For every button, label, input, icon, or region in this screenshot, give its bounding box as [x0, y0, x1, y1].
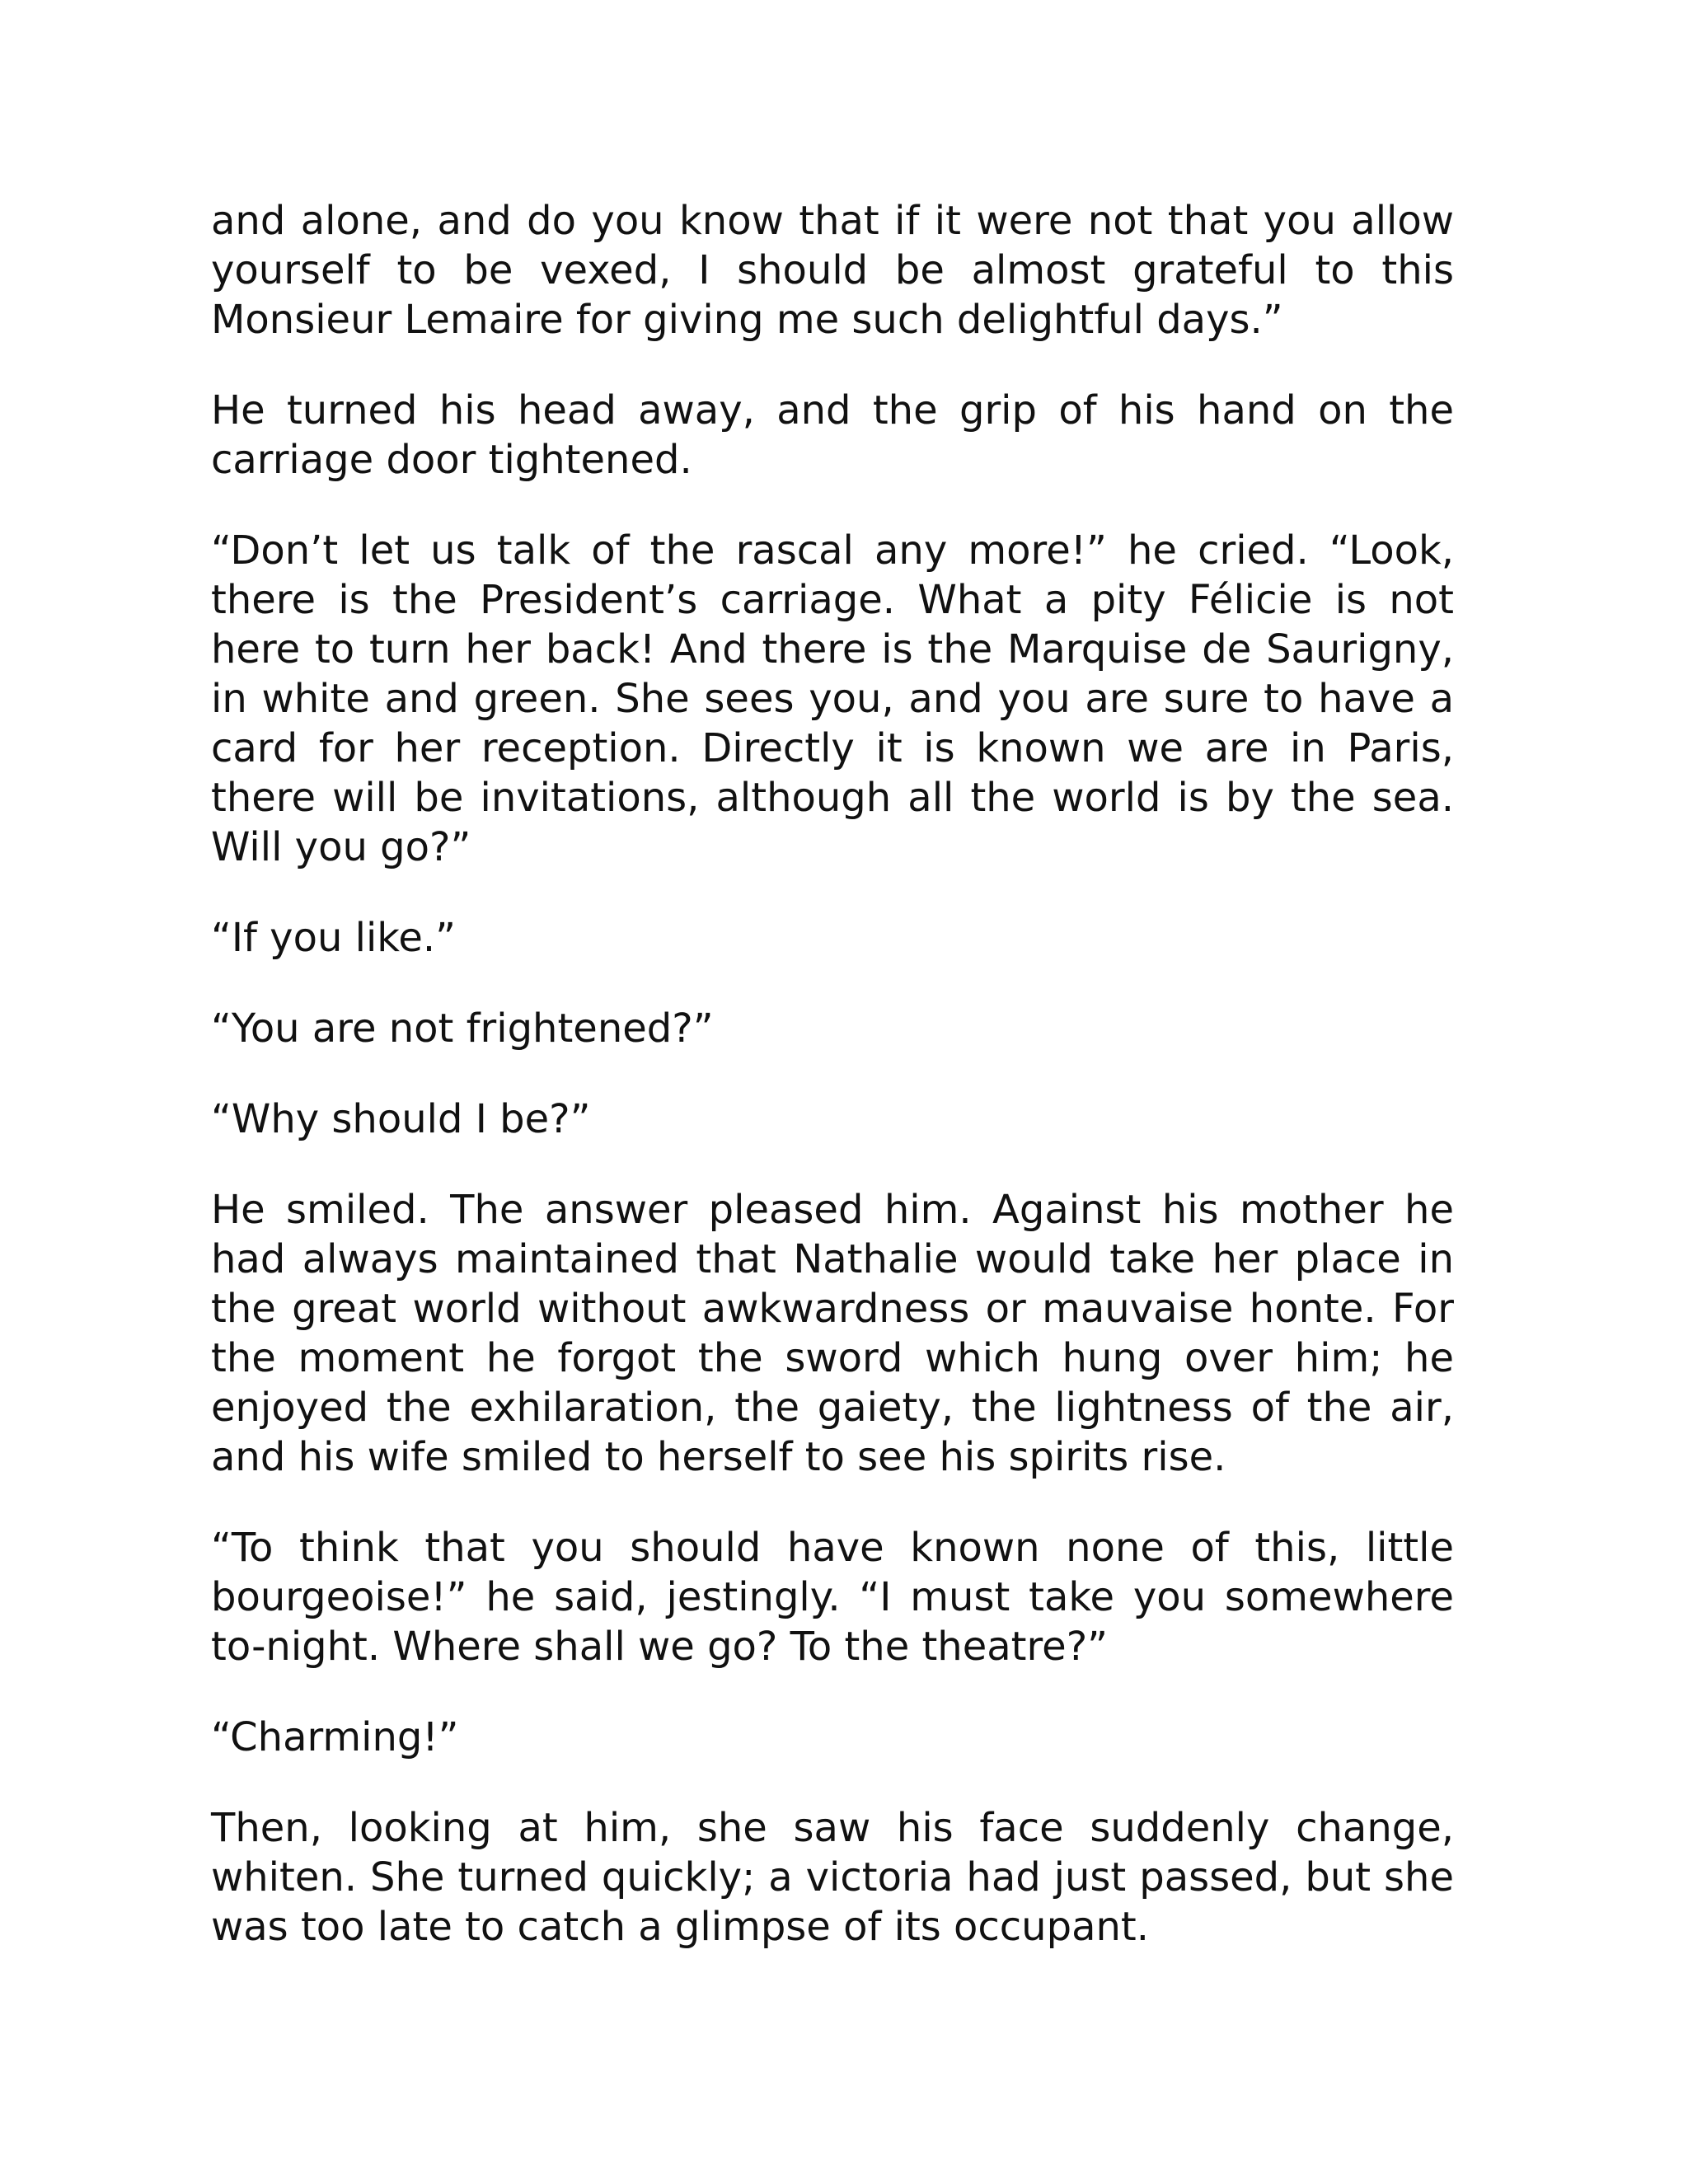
- paragraph-9: “Charming!”: [211, 1714, 459, 1760]
- paragraph-6: “Why should I be?”: [211, 1096, 591, 1142]
- paragraph-5: “You are not frightened?”: [211, 1005, 714, 1052]
- paragraph-4: “If you like.”: [211, 915, 457, 961]
- paragraph-2: He turned his head away, and the grip of his hand on the carriage door tightened.: [211, 387, 1454, 483]
- paragraph-10: Then, looking at him, she saw his face suddenly change, whiten. She turned quickly; a victoria had just passed, but she was too late to catch a glimpse of its occupant.: [211, 1805, 1454, 1950]
- paragraph-3: “Don’t let us talk of the rascal any more!” he cried. “Look, there is the President’s carriage. What a pity Félicie is not here to turn her back! And there is the Marquise de Saurigny, in white and green. She sees you, and you are sure to have a card for her reception. Directly it is known we are in Paris, there will be invitations, although all the world is by the sea. Will you go?”: [211, 527, 1454, 870]
- paragraph-1: and alone, and do you know that if it were not that you allow yourself to be vexed, I should be almost grateful to this Monsieur Lemaire for giving me such delightful days.”: [211, 198, 1454, 343]
- body-text: [211, 196, 1454, 1993]
- paragraph-7: He smiled. The answer pleased him. Against his mother he had always maintained that Nathalie would take her place in the great world without awkwardness or mauvaise honte. For the moment he forgot the sword which hung over him; he enjoyed the exhilaration, the gaiety, the lightness of the air, and his wife smiled to herself to see his spirits rise.: [211, 1187, 1454, 1480]
- paragraph-8: “To think that you should have known none of this, little bourgeoise!” he said, jestingly. “I must take you somewhere to-night. Where shall we go? To the theatre?”: [211, 1525, 1454, 1670]
